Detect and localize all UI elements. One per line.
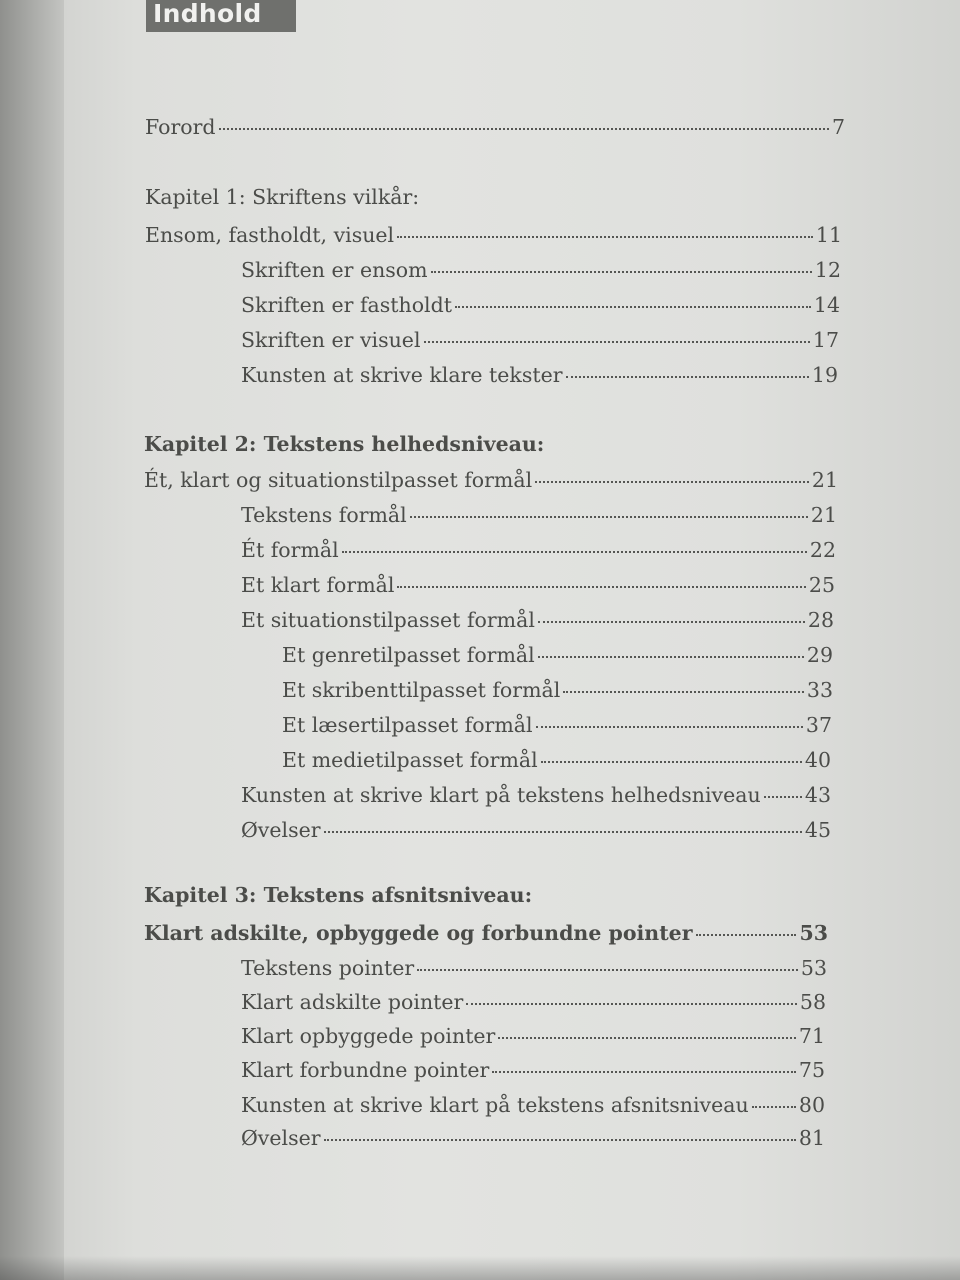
toc-entry[interactable] [282,642,833,668]
toc-entry-title: Øvelser [241,1126,321,1150]
toc-entry-page: 53 [799,921,828,945]
toc-entry[interactable] [241,989,826,1015]
toc-entry-page: 22 [809,538,836,562]
toc-entry-page: 21 [810,503,837,527]
toc-entry-page: 80 [798,1093,825,1117]
dot-leader [324,1139,796,1141]
toc-entry-title: Et skribenttilpasset formål [282,678,561,702]
toc-entry-page: 45 [804,818,831,842]
toc-entry[interactable] [241,817,831,843]
toc-entry-title: Kunsten at skrive klart på tekstens helhedsniveau [241,783,761,807]
dot-leader [498,1037,796,1039]
dot-leader [397,236,813,238]
toc-chapter-subtitle[interactable] [144,467,838,493]
toc-entry-page: 28 [807,608,834,632]
toc-chapter-subtitle[interactable] [144,920,828,946]
dot-leader [563,691,804,693]
dot-leader [431,271,812,273]
toc-entry-title: Kunsten at skrive klare tekster [241,363,563,387]
toc-entry-page: 81 [798,1126,825,1150]
toc-entry-title: Ét, klart og situationstilpasset formål [144,468,533,492]
dot-leader [417,969,798,971]
toc-entry-page: 71 [798,1024,825,1048]
dot-leader [342,551,807,553]
toc-entry[interactable] [241,257,841,283]
toc-entry-page: 40 [804,748,831,772]
chapter-heading: Kapitel 2: Tekstens helhedsniveau: [144,432,545,456]
toc-entry[interactable] [241,955,827,981]
toc-entry-title: Klart adskilte pointer [241,990,464,1014]
toc-entry-page: 37 [805,713,832,737]
toc-entry-title: Et medietilpasset formål [282,748,538,772]
dot-leader [541,761,802,763]
toc-entry-title: Klart adskilte, opbyggede og forbundne pointer [144,921,693,945]
toc-entry[interactable] [241,782,831,808]
toc-entry[interactable] [241,327,839,353]
dot-leader [397,586,805,588]
toc-entry-page: 14 [813,293,840,317]
toc-entry-page: 19 [811,363,838,387]
toc-entry-title: Skriften er visuel [241,328,421,352]
toc-entry-title: Skriften er ensom [241,258,428,282]
dot-leader [566,376,809,378]
toc-entry-page: 12 [814,258,841,282]
toc-entry-title: Kunsten at skrive klart på tekstens afsnitsniveau [241,1093,749,1117]
dot-leader [324,831,802,833]
toc-entry-title: Øvelser [241,818,321,842]
toc-entry-title: Et situationstilpasset formål [241,608,535,632]
toc-entry[interactable] [241,1125,825,1151]
toc-entry-page: 17 [812,328,839,352]
page-title: Indhold [146,0,296,32]
chapter-heading: Kapitel 1: Skriftens vilkår: [145,185,420,209]
toc-entry[interactable] [241,1057,825,1083]
toc-entry-title: Ét formål [241,538,339,562]
toc-entry-title: Ensom, fastholdt, visuel [145,223,395,247]
dot-leader [538,621,805,623]
toc-entry[interactable] [241,362,838,388]
toc-entry[interactable] [282,747,831,773]
toc-entry-forord[interactable] [145,114,845,140]
toc-entry-page: 75 [798,1058,825,1082]
toc-entry-page: 11 [815,223,842,247]
toc-entry[interactable] [241,537,836,563]
toc-entry-title: Skriften er fastholdt [241,293,452,317]
dot-leader [455,306,811,308]
toc-entry-title: Klart opbyggede pointer [241,1024,496,1048]
toc-entry-page: 33 [806,678,833,702]
toc-entry-page: 43 [804,783,831,807]
dot-leader [764,796,802,798]
toc-entry-title: Et genretilpasset formål [282,643,535,667]
toc-entry-title: Tekstens formål [241,503,407,527]
dot-leader [410,516,808,518]
toc-entry[interactable] [241,502,837,528]
toc-entry-title: Et læsertilpasset formål [282,713,533,737]
toc-entry[interactable] [241,1023,825,1049]
chapter-heading: Kapitel 3: Tekstens afsnitsniveau: [144,883,533,907]
dot-leader [696,934,797,936]
toc-entry-title: Forord [145,115,216,139]
toc-entry[interactable] [241,292,840,318]
toc-entry-title: Et klart formål [241,573,395,597]
toc-entry-page: 29 [806,643,833,667]
toc-entry-page: 58 [799,990,826,1014]
dot-leader [466,1003,797,1005]
toc-entry[interactable] [241,1092,825,1118]
toc-entry-page: 7 [831,115,845,139]
toc-entry-page: 21 [811,468,838,492]
dot-leader [752,1106,796,1108]
toc-entry-title: Klart forbundne pointer [241,1058,490,1082]
dot-leader [424,341,810,343]
page-bottom-shadow [0,1256,960,1280]
dot-leader [219,128,829,130]
toc-chapter-subtitle[interactable] [145,222,842,248]
dot-leader [492,1071,796,1073]
toc-entry-title: Tekstens pointer [241,956,415,980]
dot-leader [536,726,803,728]
toc-entry-page: 53 [800,956,827,980]
toc-entry-page: 25 [808,573,835,597]
dot-leader [535,481,809,483]
dot-leader [538,656,804,658]
toc-entry[interactable] [282,712,832,738]
toc-entry[interactable] [241,572,835,598]
toc-entry[interactable] [282,677,833,703]
toc-entry[interactable] [241,607,834,633]
